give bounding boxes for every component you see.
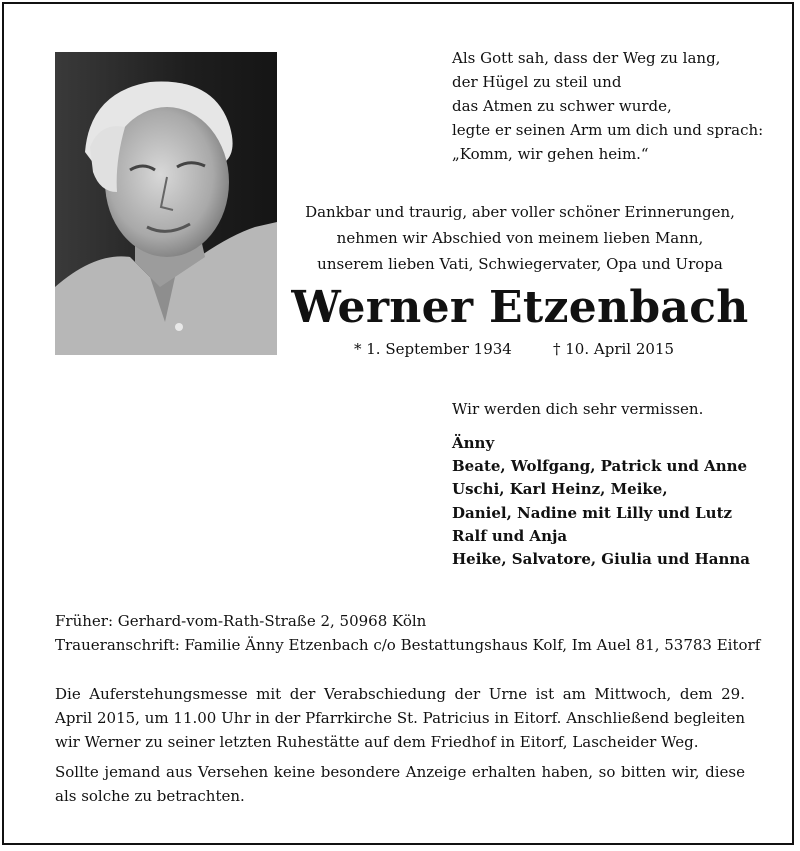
family-list [452,432,750,571]
family-member: Ralf und Anja [452,526,568,545]
birth-date: * 1. September 1934 [354,340,512,358]
portrait-photo [55,52,277,355]
deceased-name: Werner Etzenbach [291,282,749,333]
poem-verse [452,46,782,166]
poem-line: legte er seinen Arm um dich und sprach: [452,121,764,139]
poem-line: „Komm, wir gehen heim.“ [452,145,649,163]
intro-line: Dankbar und traurig, aber voller schöner Erinnerungen, [305,203,735,221]
miss-text: Wir werden dich sehr vermissen. [452,400,704,418]
notice-note: Sollte jemand aus Versehen keine besondere Anzeige erhalten haben, so bitten wir, diese als solche zu betrachten. [55,763,745,805]
mourning-address: Traueranschrift: Familie Änny Etzenbach c/o Bestattungshaus Kolf, Im Auel 81, 53783 Eitorf [55,636,761,654]
intro-line: nehmen wir Abschied von meinem lieben Mann, [336,229,704,247]
family-member: Heike, Salvatore, Giulia und Hanna [452,550,751,569]
intro-line: unserem lieben Vati, Schwiegervater, Opa und Uropa [317,255,723,273]
service-details: Die Auferstehungsmesse mit der Verabschiedung der Urne ist am Mittwoch, dem 29. April 2015, um 11.00 Uhr in der Pfarrkirche St. Patricius in Eitorf. Anschließend begleiten wir Werner zu seiner letzten Ruhestätte auf dem Friedhof in Eitorf, Lascheider Weg. [55,685,745,751]
poem-line: der Hügel zu steil und [452,73,622,91]
address-block [55,609,760,657]
family-member: Beate, Wolfgang, Patrick und Anne [452,457,748,476]
family-member: Uschi, Karl Heinz, Meike, [452,480,668,499]
farewell-intro [290,199,750,277]
poem-line: das Atmen zu schwer wurde, [452,97,672,115]
family-member: Änny [452,434,495,452]
poem-line: Als Gott sah, dass der Weg zu lang, [452,49,721,67]
family-member: Daniel, Nadine mit Lilly und Lutz [452,503,733,522]
death-date: † 10. April 2015 [553,340,675,358]
former-address: Früher: Gerhard-vom-Rath-Straße 2, 50968 Köln [55,612,427,630]
